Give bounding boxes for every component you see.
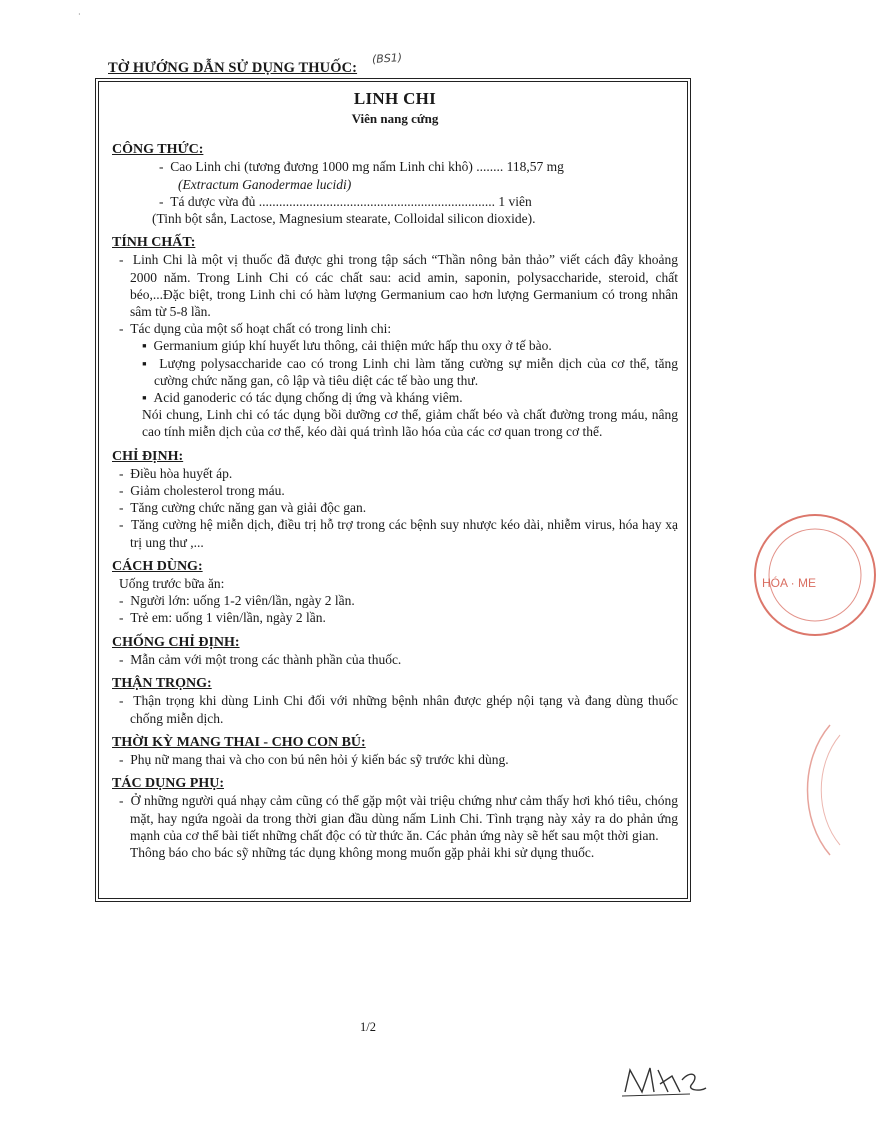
document-header: TỜ HƯỚNG DẪN SỬ DỤNG THUỐC: (108, 60, 358, 76)
document-body (112, 88, 678, 861)
list-item: - Ở những người quá nhạy cảm cũng có thể gặp một vài triệu chứng như cảm thấy hơi khó tiêu, chóng mặt, hay ngứa ngoài da trong thời gian đầu dùng nấm Linh Chi. Tình trạng này xảy ra do phản ứng mạnh của cơ thể bài tiết những chất độc có từ thức ăn. Các phản ứng này sẽ hết sau một thời gian. (119, 793, 679, 843)
list-item: - Trẻ em: uống 1 viên/lần, ngày 2 lần. (119, 610, 326, 626)
bullet-item: ▪ Lượng polysaccharide cao có trong Linh chi làm tăng cường sự miễn dịch của cơ thể, tăng cường chức năng gan, cô lập và tiêu diệt các tế bào ung thư. (142, 355, 678, 388)
formula-latin-name: (Extractum Ganodermae lucidi) (178, 176, 352, 192)
paragraph: Nói chung, Linh chi có tác dụng bồi dưỡng cơ thể, giảm chất béo và chất đường trong máu, nâng cao tính miễn dịch của cơ thể, kéo dài quá trình lão hóa của các cơ quan trong cơ thể. (142, 407, 678, 440)
section-heading-thoi-ky: THỜI KỲ MANG THAI - CHO CON BÚ: (112, 734, 366, 750)
section-heading-cong-thuc: CÔNG THỨC: (112, 142, 204, 158)
excipients-line: (Tinh bột sắn, Lactose, Magnesium stearate, Colloidal silicon dioxide). (152, 211, 536, 227)
section-heading-tinh-chat: TÍNH CHẤT: (112, 235, 196, 251)
product-title: LINH CHI (353, 89, 437, 108)
formula-line: - Cao Linh chi (tương đương 1000 mg nấm Linh chi khô) ........ 118,57 mg (159, 159, 564, 175)
paragraph: - Tác dụng của một số hoạt chất có trong linh chi: (119, 321, 392, 337)
list-item: - Thận trọng khi dùng Linh Chi đối với những bệnh nhân được ghép nội tạng và đang dùng thuốc chống miễn dịch. (119, 693, 679, 726)
list-item: - Người lớn: uống 1-2 viên/lần, ngày 2 lần. (119, 593, 355, 609)
list-item: - Điều hòa huyết áp. (119, 465, 233, 481)
scan-mark: · (78, 10, 81, 19)
usage-intro: Uống trước bữa ăn: (119, 576, 225, 592)
bullet-item: ▪ Germanium giúp khí huyết lưu thông, cải thiện mức hấp thu oxy ở tế bào. (142, 338, 552, 354)
list-item: - Mẫn cảm với một trong các thành phần của thuốc. (119, 651, 402, 667)
handwritten-note: (BS1) (371, 50, 403, 67)
red-stamp-fragment (740, 505, 860, 655)
section-heading-chi-dinh: CHỈ ĐỊNH: (112, 448, 184, 464)
list-item: - Phụ nữ mang thai và cho con bú nên hỏi ý kiến bác sỹ trước khi dùng. (119, 751, 509, 767)
paragraph: - Linh Chi là một vị thuốc đã được ghi trong tập sách “Thần nông bản thảo” viết cách đây khoảng 2000 năm. Trong Linh Chi có các chất sau: acid amin, saponin, polysaccharide, steroid, chất béo,...Đặc biệt, trong Linh chi có hàm lượng Germanium cao hơn lượng Germanium có trong nhân sâm từ 5-8 lần. (119, 252, 678, 320)
list-item: - Tăng cường chức năng gan và giải độc gan. (119, 500, 367, 516)
notice-line: Thông báo cho bác sỹ những tác dụng không mong muốn gặp phải khi sử dụng thuốc. (130, 844, 595, 860)
handwritten-signature (620, 1062, 710, 1102)
formula-line: - Tá dược vừa đủ ...................................................................... 1 viên (159, 193, 532, 209)
section-heading-than-trong: THẬN TRỌNG: (112, 676, 212, 692)
list-item: - Tăng cường hệ miễn dịch, điều trị hỗ trợ trong các bệnh suy nhược kéo dài, nhiễm virus, hóa hay xạ trị ung thư ,... (119, 517, 678, 550)
bullet-item: ▪ Acid ganoderic có tác dụng chống dị ứng và kháng viêm. (142, 390, 463, 406)
red-stamp-fragment-2 (760, 720, 880, 860)
section-heading-tac-dung-phu: TÁC DỤNG PHỤ: (112, 776, 224, 792)
stamp-text: HÓA · ME (762, 576, 817, 590)
product-subtitle: Viên nang cứng (351, 111, 439, 126)
section-heading-chong-chi-dinh: CHỐNG CHỈ ĐỊNH: (112, 634, 240, 650)
section-heading-cach-dung: CÁCH DÙNG: (112, 558, 203, 574)
page-number: 1/2 (360, 1020, 376, 1034)
list-item: - Giảm cholesterol trong máu. (119, 483, 285, 499)
